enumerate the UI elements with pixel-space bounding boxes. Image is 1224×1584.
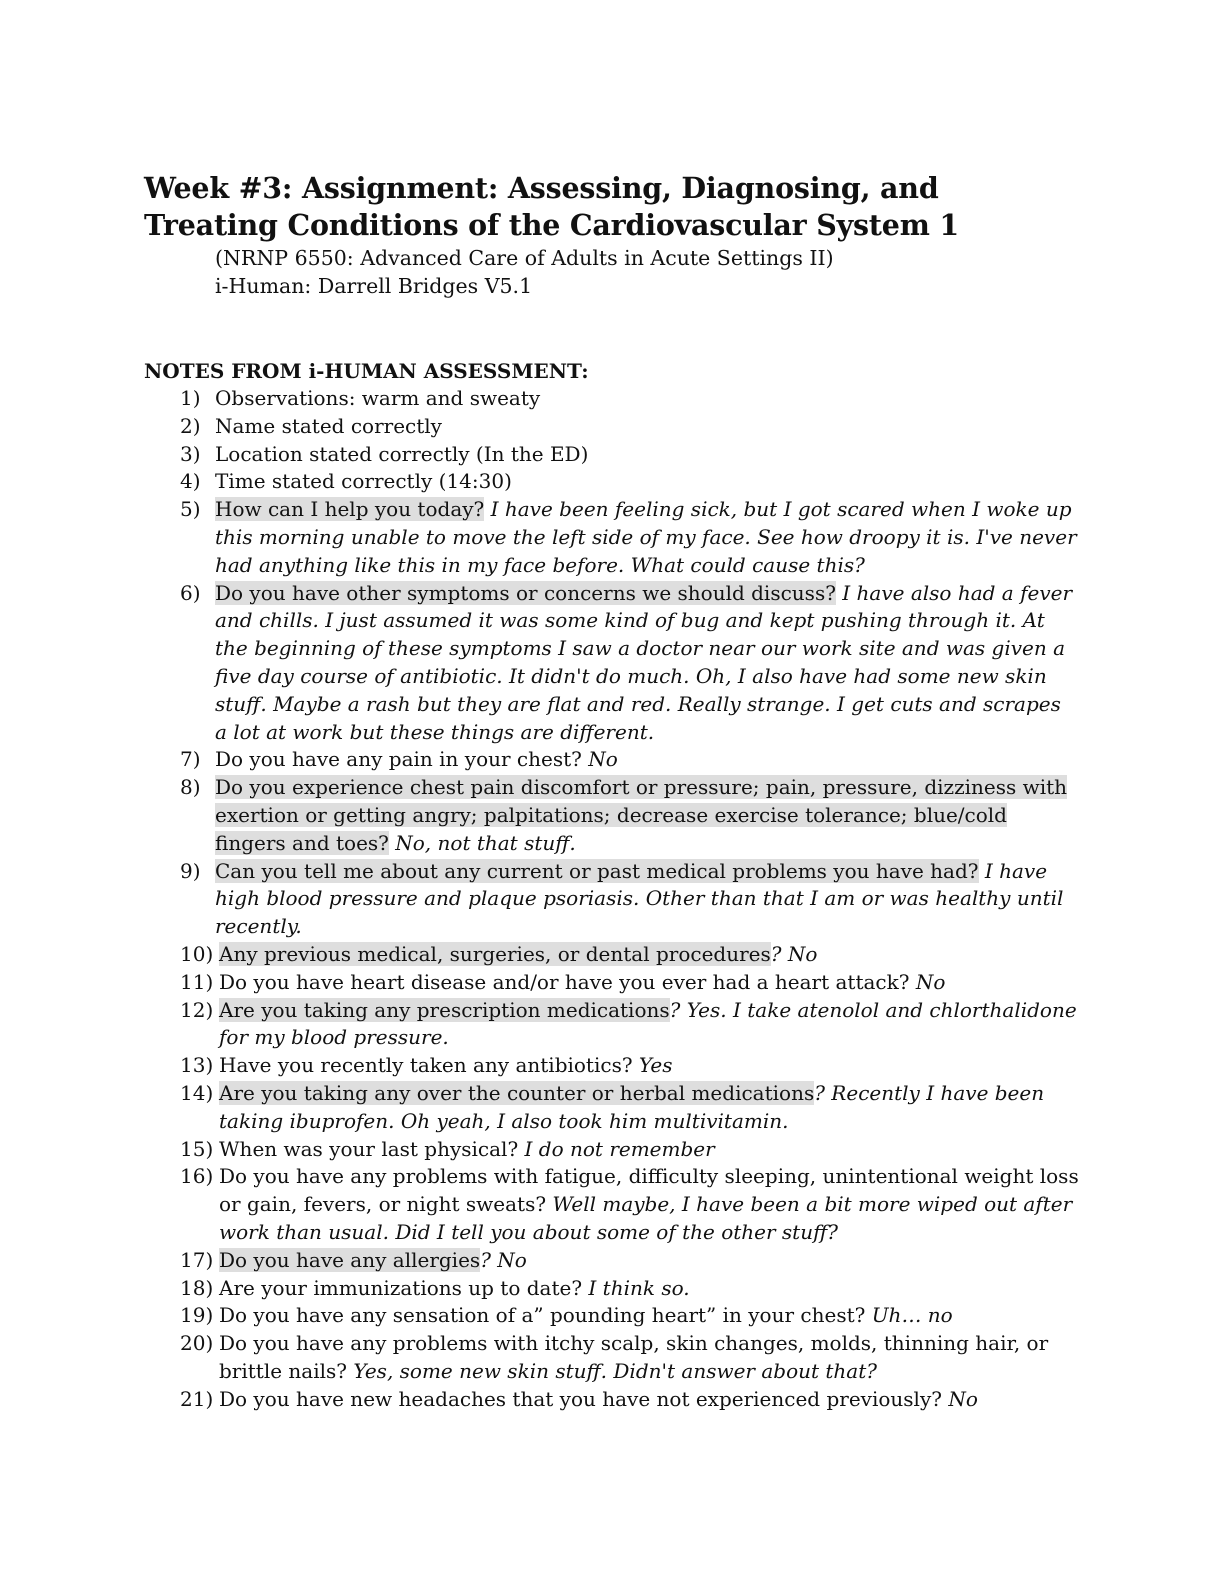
list-item xyxy=(144,941,1079,969)
list-item xyxy=(144,1080,1079,1136)
item-question: How can I help you today? xyxy=(215,497,485,522)
item-question: Do you have new headaches that you have not experienced previously? xyxy=(219,1386,942,1411)
item-number: 1) xyxy=(180,386,201,410)
item-number: 16) xyxy=(180,1164,214,1189)
list-item xyxy=(144,1275,1079,1303)
case-line: i-Human: Darrell Bridges V5.1 xyxy=(215,274,533,298)
item-question: Do you have heart disease and/or have you ever had a heart attack? xyxy=(219,969,910,994)
item-number: 20) xyxy=(180,1331,214,1356)
list-item xyxy=(144,580,1079,747)
item-answer: No xyxy=(909,969,946,994)
item-answer: No xyxy=(581,747,618,772)
item-number: 8) xyxy=(180,775,201,800)
item-question: Have you recently taken any antibiotics? xyxy=(219,1053,633,1078)
item-question: Time stated correctly (14:30) xyxy=(215,469,512,494)
list-item xyxy=(144,858,1079,941)
list-item xyxy=(144,385,1079,413)
item-question: Any previous medical, surgeries, or dental procedures xyxy=(219,941,771,966)
list-item xyxy=(144,441,1079,469)
item-number: 9) xyxy=(180,858,201,883)
item-number: 7) xyxy=(180,747,201,772)
item-number: 17) xyxy=(180,1247,214,1272)
list-item xyxy=(144,1136,1079,1164)
item-number: 5) xyxy=(180,497,201,522)
item-number: 13) xyxy=(180,1053,214,1078)
list-item xyxy=(144,1163,1079,1246)
item-question: Name stated correctly xyxy=(215,413,442,438)
list-item xyxy=(144,1386,1079,1414)
item-number: 2) xyxy=(180,413,201,438)
notes-heading: NOTES FROM i-HUMAN ASSESSMENT: xyxy=(144,359,589,383)
item-question: Do you have any problems with fatigue, difficulty sleeping, unintentional weight loss or gain, fevers, or night sweats? xyxy=(219,1164,1079,1217)
item-question: Are you taking any over the counter or herbal medications xyxy=(219,1080,815,1105)
list-item xyxy=(144,496,1079,579)
item-question: Can you tell me about any current or past medical problems you have had? xyxy=(215,858,979,883)
item-answer: Uh… no xyxy=(865,1303,953,1328)
item-number: 18) xyxy=(180,1275,214,1300)
document-title: Week #3: Assignment: Assessing, Diagnosing, and Treating Conditions of the Cardiovascular System 1 xyxy=(144,171,959,242)
item-question: When was your last physical? xyxy=(219,1136,519,1161)
item-question: Do you have any sensation of a” pounding heart” in your chest? xyxy=(219,1303,866,1328)
item-answer: ? Recently I have been taking ibuprofen. Oh yeah, I also took him multivitamin. xyxy=(219,1080,1045,1133)
list-item xyxy=(144,1302,1079,1330)
item-question: Do you have other symptoms or concerns we should discuss? xyxy=(215,580,836,605)
item-number: 4) xyxy=(180,469,201,494)
item-question: Are you taking any prescription medications xyxy=(219,997,670,1022)
item-question: Do you experience chest pain discomfort or pressure; pain, pressure, dizziness with exertion or getting angry; palpitations; decrease exercise tolerance; blue/cold fingers and toes? xyxy=(215,775,1068,855)
item-answer: I have high blood pressure and plaque psoriasis. Other than that I am or was healthy until recently. xyxy=(215,858,1064,939)
item-question: Location stated correctly (In the ED) xyxy=(215,441,589,466)
list-item xyxy=(144,774,1079,857)
item-answer: I do not remember xyxy=(518,1136,715,1161)
item-number: 21) xyxy=(180,1386,214,1411)
item-question: Do you have any problems with itchy scalp, skin changes, molds, thinning hair, or brittle nails? xyxy=(219,1331,1049,1383)
item-answer: No xyxy=(941,1386,978,1411)
item-answer: Yes, some new skin stuff. Didn't answer about that? xyxy=(347,1358,877,1383)
list-item xyxy=(144,746,1079,774)
item-question: Observations: warm and sweaty xyxy=(215,386,541,410)
item-answer: I have been feeling sick, but I got scared when I woke up this morning unable to move the left side of my face. See how droopy it is. I've never had anything like this in my face before. What could cause this? xyxy=(215,497,1077,577)
document-page xyxy=(144,170,1079,1413)
item-number: 11) xyxy=(180,969,214,994)
list-item xyxy=(144,468,1079,496)
item-number: 19) xyxy=(180,1303,214,1328)
item-answer: No, not that stuff. xyxy=(388,830,576,855)
item-answer: I think so. xyxy=(582,1275,690,1300)
item-answer: ? No xyxy=(480,1247,527,1272)
list-item xyxy=(144,1052,1079,1080)
list-item xyxy=(144,969,1079,997)
item-answer: Well maybe, I have been a bit more wiped out after work than usual. Did I tell you about some of the other stuff? xyxy=(219,1192,1073,1244)
item-question: Do you have any allergies xyxy=(219,1247,481,1272)
item-number: 3) xyxy=(180,441,201,466)
item-number: 10) xyxy=(180,941,214,966)
list-item xyxy=(144,1247,1079,1275)
item-number: 6) xyxy=(180,580,201,605)
notes-list xyxy=(144,385,1079,1413)
course-line: (NRNP 6550: Advanced Care of Adults in Acute Settings II) xyxy=(215,246,834,270)
list-item xyxy=(144,1330,1079,1386)
item-answer: I have also had a fever and chills. I just assumed it was some kind of bug and kept pushing through it. At the beginning of these symptoms I saw a doctor near our work site and was given a five day course of antibiotic. It didn't do much. Oh, I also have had some new skin stuff. Maybe a rash but they are flat and red. Really strange. I get cuts and scrapes a lot at work but these things are different. xyxy=(215,580,1073,744)
item-question: Are your immunizations up to date? xyxy=(219,1275,583,1300)
list-item xyxy=(144,997,1079,1053)
list-item xyxy=(144,413,1079,441)
item-question: Do you have any pain in your chest? xyxy=(215,747,582,772)
item-answer: Yes xyxy=(632,1053,673,1078)
item-answer: ? Yes. I take atenolol and chlorthalidone for my blood pressure. xyxy=(219,997,1077,1050)
item-number: 14) xyxy=(180,1080,214,1105)
item-number: 15) xyxy=(180,1136,214,1161)
item-number: 12) xyxy=(180,997,214,1022)
item-answer: ? No xyxy=(770,941,818,966)
